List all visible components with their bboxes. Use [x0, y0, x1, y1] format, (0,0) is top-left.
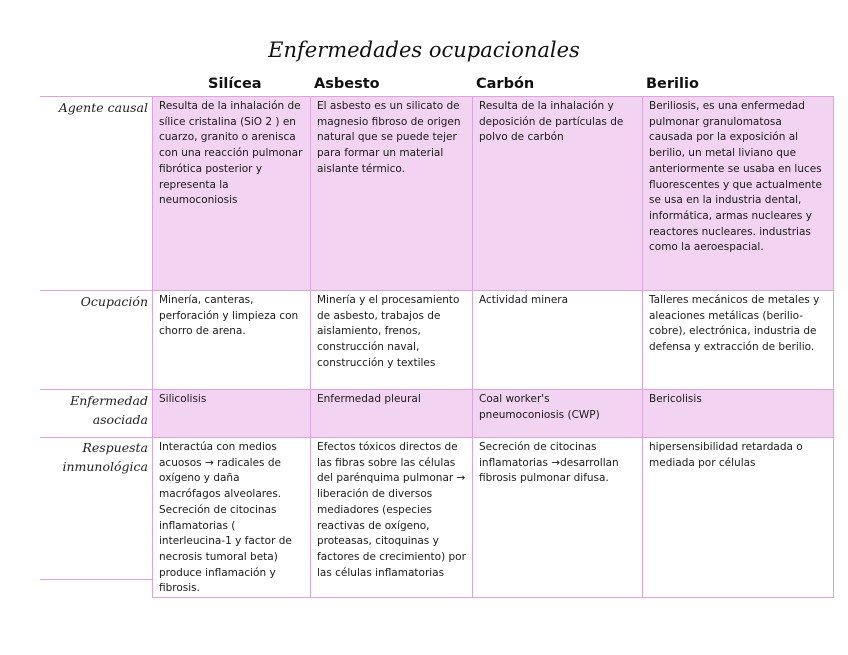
table-cell: Bericolisis: [643, 390, 834, 438]
column-header-asbesto: Asbesto: [314, 76, 380, 92]
cell-paragraph: Interactúa con medios acuosos → radicales de oxígeno y daña macrófagos alveolares.: [159, 441, 282, 501]
table-cell: Enfermedad pleural: [311, 390, 473, 438]
cell-paragraph: Secreción de citocinas inflamatorias ( interleucina-1 y factor de necrosis tumoral beta) produce inflamación y fibrosis.: [159, 503, 292, 595]
table-cell: Silicolisis: [153, 390, 311, 438]
diseases-table: [152, 96, 834, 598]
table-row: [153, 97, 834, 291]
row-label-respuesta-inmunologica: [40, 438, 148, 476]
column-header-berilio: Berilio: [646, 76, 699, 92]
table-cell: Minería, canteras, perforación y limpieza con chorro de arena.: [153, 291, 311, 390]
row-label-line: Enfermedad: [70, 393, 148, 408]
row-label-line: inmunológica: [62, 459, 148, 474]
table-cell: hipersensibilidad retardada o mediada por células: [643, 438, 834, 598]
table-cell: El asbesto es un silicato de magnesio fibroso de origen natural que se puede tejer para formar un material aislante térmico.: [311, 97, 473, 291]
table-cell: Beriliosis, es una enfermedad pulmonar granulomatosa causada por la exposición al berilio, un metal liviano que anteriormente se usaba en luces fluorescentes y que actualmente se usa en la industria dental, informática, armas nucleares y reactores nucleares. industrias como la aeroespacial.: [643, 97, 834, 291]
table-cell: Coal worker's pneumoconiosis (CWP): [473, 390, 643, 438]
row-label-ocupacion: Ocupación: [80, 294, 148, 309]
table-cell: Secreción de citocinas inflamatorias →desarrollan fibrosis pulmonar difusa.: [473, 438, 643, 598]
table-cell: Talleres mecánicos de metales y aleaciones metálicas (berilio-cobre), electrónica, industria de defensa y extracción de berilio.: [643, 291, 834, 390]
page-title: Enfermedades ocupacionales: [268, 38, 580, 62]
row-label-line: Respuesta: [82, 440, 148, 455]
row-label-line: asociada: [92, 412, 148, 427]
table-cell: Efectos tóxicos directos de las fibras sobre las células del parénquima pulmonar → liberación de diversos mediadores (especies reactivas de oxígeno, proteasas, citoquinas y factores de crecimiento) por las células inflamatorias: [311, 438, 473, 598]
table-cell: Resulta de la inhalación y deposición de partículas de polvo de carbón: [473, 97, 643, 291]
table-cell: Resulta de la inhalación de sílice cristalina (SiO 2 ) en cuarzo, granito o arenisca con una reacción pulmonar fibrótica posterior y representa la neumoconiosis: [153, 97, 311, 291]
table-cell: [153, 438, 311, 598]
table-row: [153, 291, 834, 390]
table-cell: Minería y el procesamiento de asbesto, trabajos de aislamiento, frenos, construcción naval, construcción y textiles: [311, 291, 473, 390]
column-header-carbon: Carbón: [476, 76, 535, 92]
row-label-enfermedad-asociada: [40, 391, 148, 429]
row-label-agente-causal: Agente causal: [58, 100, 148, 115]
table-row: [153, 390, 834, 438]
table-cell: Actividad minera: [473, 291, 643, 390]
table-row: [153, 438, 834, 598]
column-header-silicea: Silícea: [208, 76, 262, 92]
